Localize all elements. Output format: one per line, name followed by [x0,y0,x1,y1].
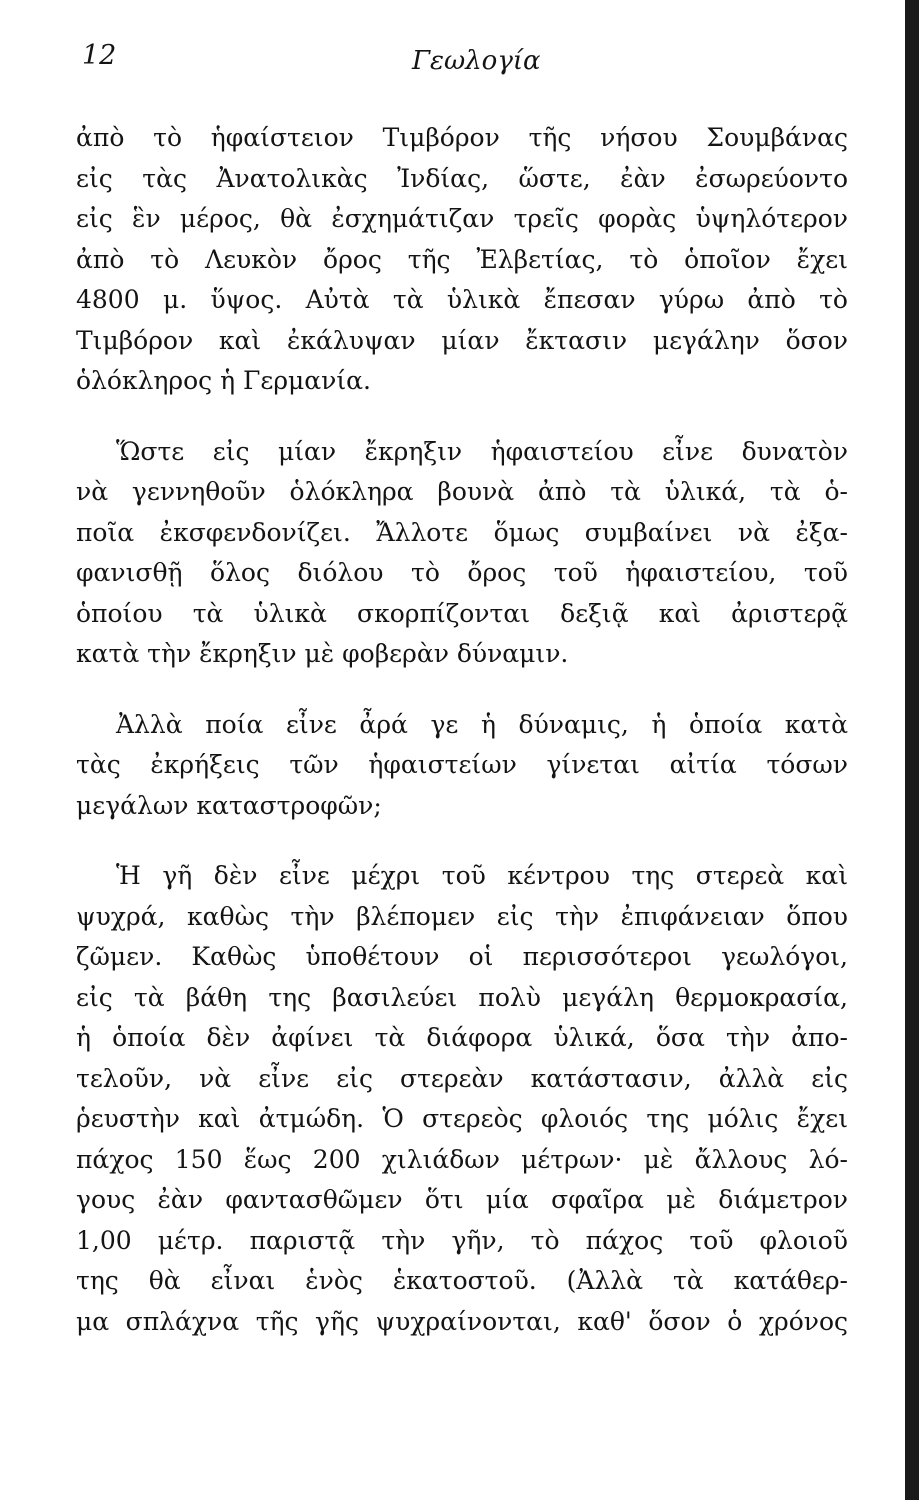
text-line: φανισθῇ ὅλος διόλου τὸ ὄρος τοῦ ἡφαιστείου, τοῦ [76,558,848,587]
text-line: ἀπὸ τὸ ἡφαίστειον Τιμβόρον τῆς νήσου Σουμβάνας [76,123,848,152]
text-line: ἀπὸ τὸ Λευκὸν ὄρος τῆς Ἐλβετίας, τὸ ὁποῖον ἔχει [76,244,848,274]
text-line: Τιμβόρον καὶ ἐκάλυψαν μίαν ἔκτασιν μεγάλην ὅσον [76,325,848,355]
text-line: 1,00 μέτρ. παριστᾷ τὴν γῆν, τὸ πάχος τοῦ φλοιοῦ [76,1225,848,1255]
text-line: Ἡ γῆ δὲν εἶνε μέχρι τοῦ κέντρου της στερεὰ καὶ [116,861,848,890]
text-line: Ἀλλὰ ποία εἶνε ἆρά γε ἡ δύναμις, ἡ ὁποία κατὰ [116,709,848,739]
text-line: της θὰ εἶναι ἑνὸς ἑκατοστοῦ. (Ἀλλὰ τὰ κατάθερ- [76,1266,848,1295]
text-line: ῥευστὴν καὶ ἀτμώδη. Ὁ στερεὸς φλοιός της μόλις ἔχει [76,1104,848,1133]
text-line: ὁποίου τὰ ὑλικὰ σκορπίζονται δεξιᾷ καὶ ἀριστερᾷ [76,598,848,628]
paragraph-3 [76,705,848,827]
text-line: τὰς ἐκρήξεις τῶν ἡφαιστείων γίνεται αἰτία τόσων [76,750,848,779]
text-line: μα σπλάχνα τῆς γῆς ψυχραίνονται, καθ' ὅσον ὁ χρόνος [76,1306,848,1336]
text-line: εἰς ἓν μέρος, θὰ ἐσχημάτιζαν τρεῖς φορὰς ὑψηλότερον [76,204,848,233]
text-line: ζῶμεν. Καθὼς ὑποθέτουν οἱ περισσότεροι γεωλόγοι, [76,942,848,971]
text-line: εἰς τὰς Ἀνατολικὰς Ἰνδίας, ὥστε, ἐὰν ἐσωρεύοντο [76,163,848,193]
text-line: γους ἐὰν φαντασθῶμεν ὅτι μία σφαῖρα μὲ διάμετρον [76,1185,848,1214]
text-line: ψυχρά, καθὼς τὴν βλέπομεν εἰς τὴν ἐπιφάνειαν ὅπου [76,901,848,931]
text-line: μεγάλων καταστροφῶν; [76,790,382,820]
page-number: 12 [82,40,117,71]
text-line: ἡ ὁποία δὲν ἀφίνει τὰ διάφορα ὑλικά, ὅσα τὴν ἀπο- [76,1023,848,1052]
text-line: τελοῦν, νὰ εἶνε εἰς στερεὰν κατάστασιν, ἀλλὰ εἰς [76,1063,848,1093]
text-line: ὁλόκληρος ἡ Γερμανία. [76,366,371,395]
paragraph-4 [76,856,848,1342]
paragraph-2 [76,432,848,675]
text-line: νὰ γεννηθοῦν ὁλόκληρα βουνὰ ἀπὸ τὰ ὑλικά, τὰ ὁ- [76,477,848,506]
body-text [76,118,848,1342]
text-line: κατὰ τὴν ἔκρηξιν μὲ φοβερὰν δύναμιν. [76,639,569,668]
text-line: ποῖα ἐκσφενδονίζει. Ἄλλοτε ὅμως συμβαίνει νὰ ἐξα- [76,517,848,547]
paragraph-1 [76,118,848,402]
page-edge [905,0,919,1500]
text-line: πάχος 150 ἕως 200 χιλιάδων μέτρων· μὲ ἄλλους λό- [76,1144,848,1174]
text-line: Ὥστε εἰς μίαν ἔκρηξιν ἡφαιστείου εἶνε δυνατὸν [116,436,848,466]
text-line: εἰς τὰ βάθη της βασιλεύει πολὺ μεγάλη θερμοκρασία, [76,982,848,1012]
running-title: Γεωλογία [412,46,541,76]
running-head [82,40,842,80]
text-line: 4800 μ. ὕψος. Αὐτὰ τὰ ὑλικὰ ἔπεσαν γύρω ἀπὸ τὸ [76,285,848,314]
